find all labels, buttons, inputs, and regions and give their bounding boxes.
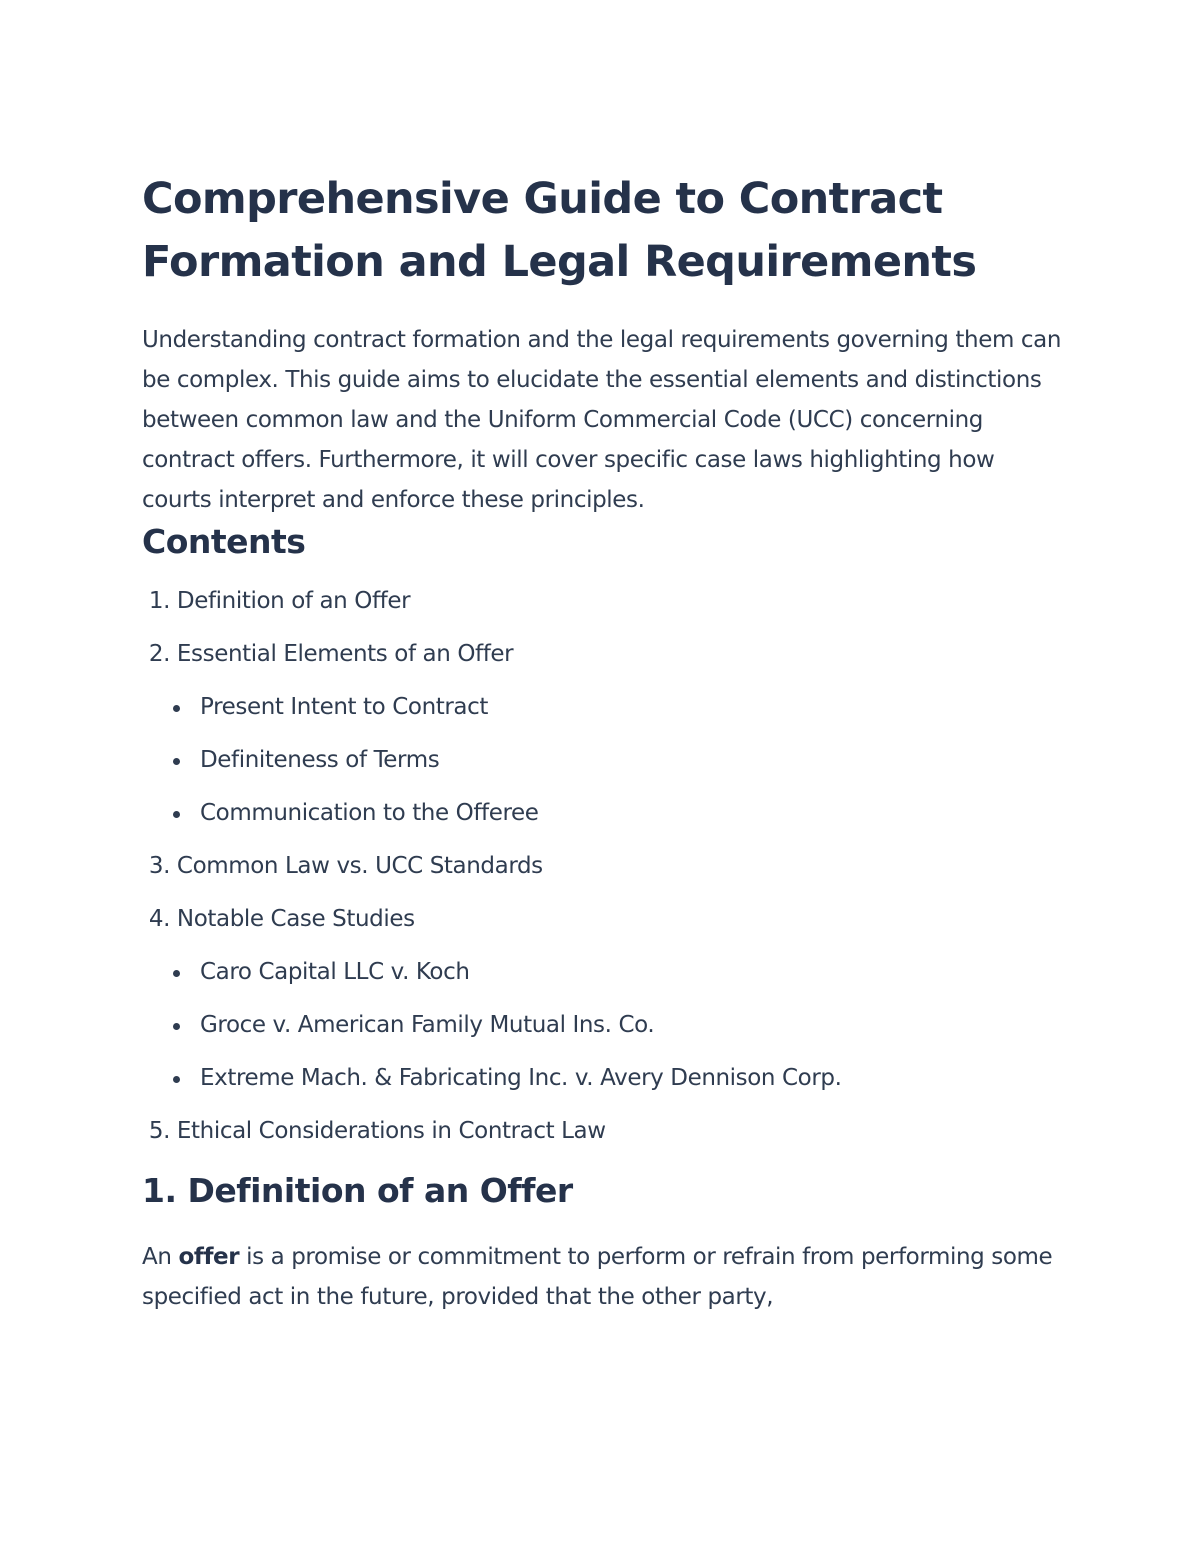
toc-item-definition[interactable]: 1. Definition of an Offer [148,588,411,614]
document-title: Comprehensive Guide to Contract Formation and Legal Requirements [142,174,977,287]
document-page [142,168,1062,1317]
bullet-icon [173,970,180,977]
intro-paragraph: Understanding contract formation and the legal requirements governing them can be complex. This guide aims to elucidate the essential elements and distinctions between common law and the Uniform Commercial Code (UCC) concerning contract offers. Furthermore, it will cover specific case laws highlighting how courts interpret and enforce these principles. [142,327,1061,513]
toc-subitem[interactable]: Extreme Mach. & Fabricating Inc. v. Avery Dennison Corp. [142,1063,1062,1094]
toc-item-common-law-vs-ucc[interactable]: 3. Common Law vs. UCC Standards [148,853,543,879]
contents-heading: Contents [142,522,306,561]
toc-item-label: Essential Elements of an Offer [176,641,514,667]
section-heading-definition: 1. Definition of an Offer [142,1171,573,1210]
toc-subitem[interactable]: Present Intent to Contract [142,692,1062,723]
bullet-icon [173,705,180,712]
table-of-contents [142,586,1062,1147]
toc-item-essential-elements[interactable]: 2. Essential Elements of an Offer Present Intent to Contract Definiteness of Terms Communication to the Offeree [142,639,1062,829]
toc-item-label: Notable Case Studies [176,906,415,932]
toc-subitem[interactable]: Groce v. American Family Mutual Ins. Co. [142,1010,1062,1041]
toc-item-label: Ethical Considerations in Contract Law [176,1118,606,1144]
toc-subitem[interactable]: Communication to the Offeree [142,798,1062,829]
definition-paragraph: An offer is a promise or commitment to perform or refrain from performing some specified act in the future, provided that the other party, [142,1244,1053,1310]
bullet-icon [173,1023,180,1030]
toc-item-label: Definition of an Offer [176,588,411,614]
toc-subitem[interactable]: Definiteness of Terms [142,745,1062,776]
toc-item-label: Common Law vs. UCC Standards [176,853,543,879]
toc-item-ethical-considerations[interactable]: 5. Ethical Considerations in Contract Law [148,1118,606,1144]
toc-subitem[interactable]: Caro Capital LLC v. Koch [142,957,1062,988]
toc-item-case-studies[interactable]: 4. Notable Case Studies Caro Capital LLC v. Koch Groce v. American Family Mutual Ins. Co. Extreme Mach. & Fabricating Inc. v. Avery Dennison Corp. [142,904,1062,1094]
bullet-icon [173,811,180,818]
toc-sublist [142,692,1062,829]
toc-sublist [142,957,1062,1094]
offer-term: offer [178,1244,240,1270]
bullet-icon [173,758,180,765]
bullet-icon [173,1076,180,1083]
